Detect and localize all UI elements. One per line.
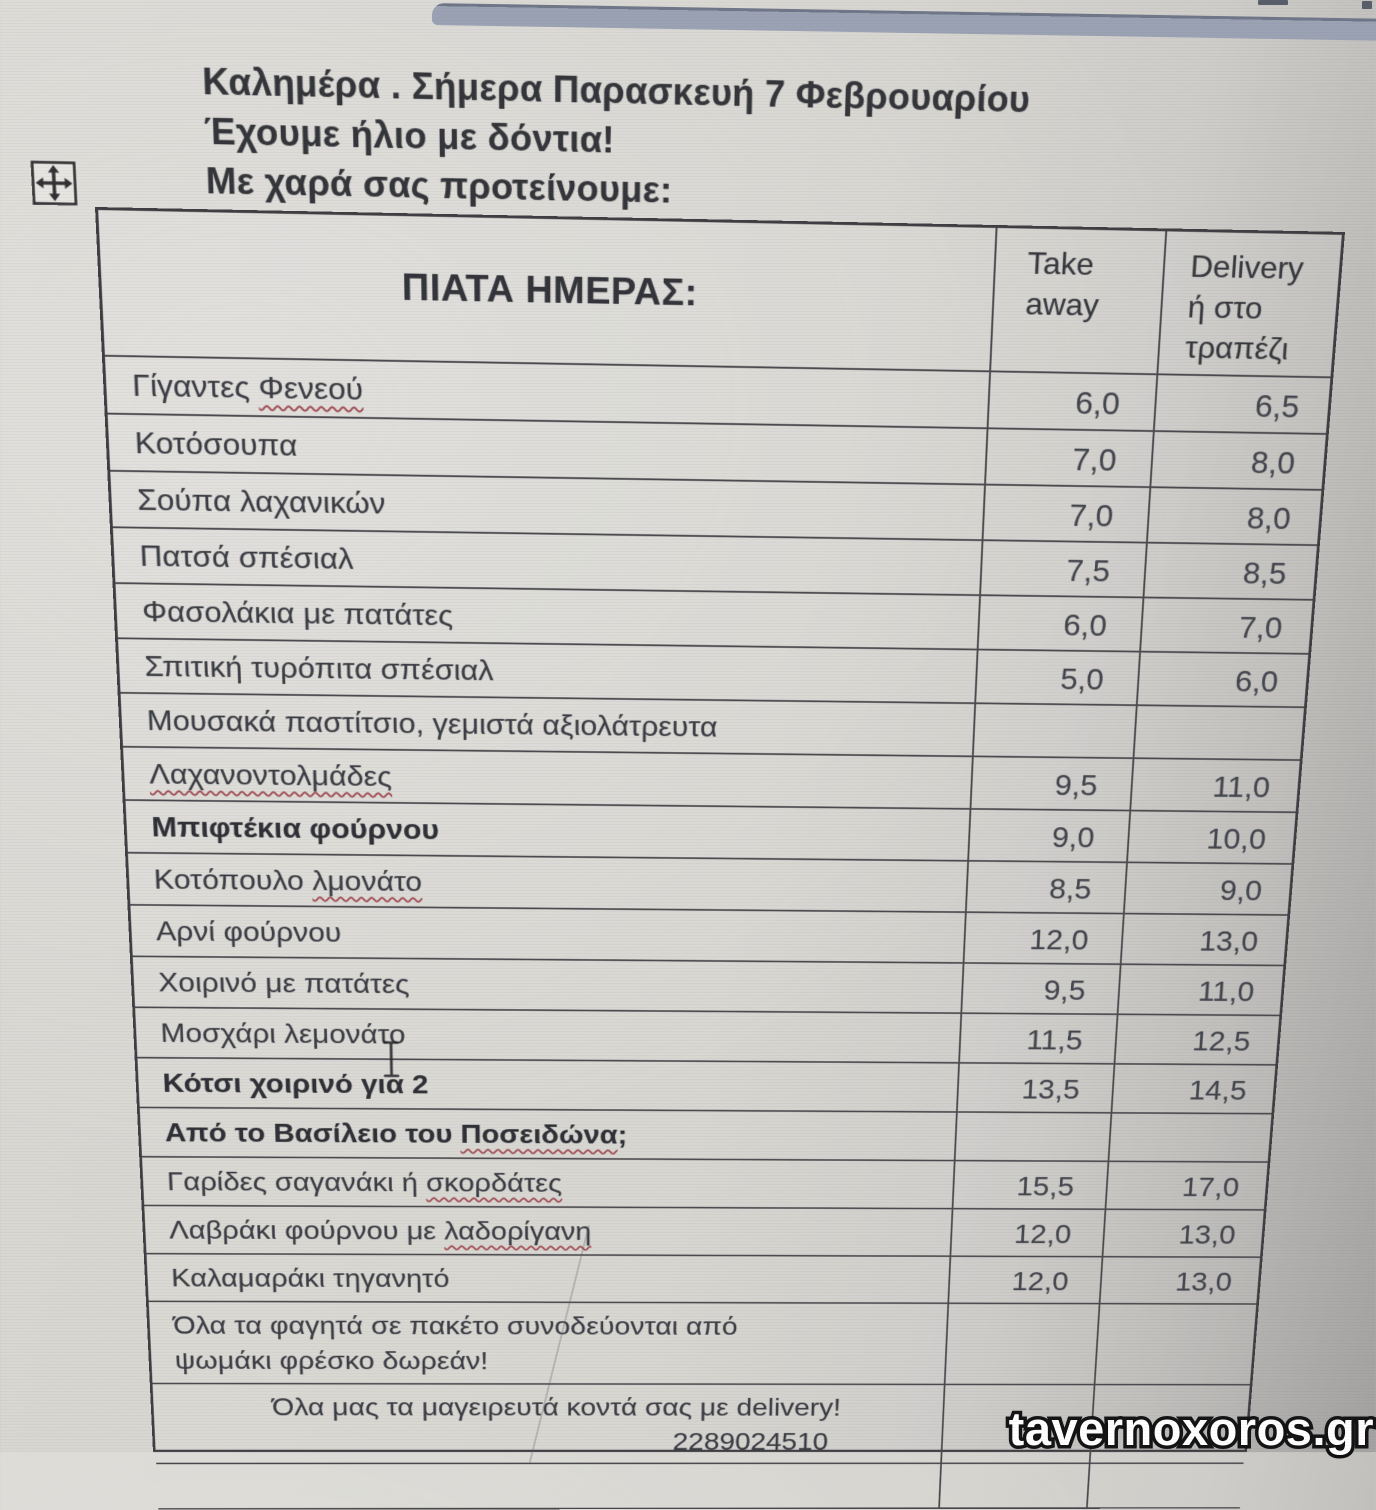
takeaway-price-cell[interactable]: 7,5 — [979, 541, 1146, 596]
table-body — [105, 356, 1330, 1510]
window-control-dash-icon — [1258, 0, 1288, 5]
dish-name-line: Σπιτική τυρόπιτα σπέσιαλ — [144, 646, 967, 697]
delivery-price-cell[interactable] — [1133, 706, 1304, 759]
table-row[interactable] — [135, 1008, 1279, 1066]
delivery-price-cell[interactable]: 14,5 — [1111, 1064, 1276, 1112]
delivery-price-cell[interactable]: 12,5 — [1114, 1015, 1280, 1064]
delivery-price-cell[interactable] — [1108, 1113, 1272, 1161]
dish-name-line: Από το Βασίλειο του Ποσειδώνα; — [164, 1114, 947, 1155]
takeaway-price-cell[interactable] — [972, 704, 1136, 757]
delivery-price-cell[interactable]: 6,0 — [1136, 652, 1308, 706]
dish-name-cell[interactable] — [118, 639, 977, 702]
takeaway-price-cell[interactable]: 12,0 — [963, 913, 1123, 963]
dish-name-line: Κοτόσουπα — [134, 421, 977, 478]
misspelled-word: Ποσειδώνα — [460, 1119, 617, 1149]
delivery-price-cell[interactable]: 13,0 — [1120, 914, 1288, 964]
delivery-price-cell[interactable]: 13,0 — [1099, 1257, 1260, 1303]
dish-name-line: 2289024510 — [178, 1424, 934, 1459]
takeaway-price-cell[interactable]: 9,5 — [970, 757, 1133, 809]
greeting-line: Έχουμε ήλιο με δόντια! — [203, 107, 1212, 178]
dish-name-cell[interactable] — [128, 853, 967, 911]
dish-name-cell[interactable] — [115, 584, 979, 649]
misspelled-word: λμονάτο — [312, 865, 423, 897]
dish-name-cell[interactable] — [121, 693, 975, 755]
dish-name-cell[interactable] — [147, 1254, 950, 1302]
screen-top-band — [432, 3, 1376, 41]
misspelled-word: Φενεού — [258, 370, 364, 406]
delivery-price-cell[interactable]: 6,5 — [1153, 375, 1330, 433]
dish-name-cell[interactable] — [156, 1464, 940, 1508]
takeaway-price-cell[interactable]: 8,5 — [965, 861, 1126, 912]
watermark: tavernoxoros.gr — [1009, 1401, 1374, 1456]
dish-name-cell[interactable] — [130, 905, 965, 961]
dish-name-cell[interactable] — [123, 747, 972, 807]
delivery-price-cell[interactable]: 8,0 — [1149, 432, 1325, 489]
table-row[interactable] — [133, 957, 1284, 1016]
takeaway-price-cell[interactable] — [954, 1113, 1111, 1161]
misspelled-word: σκορδάτες — [426, 1168, 562, 1198]
table-row[interactable] — [147, 1254, 1260, 1304]
delivery-price-cell[interactable]: 7,0 — [1139, 598, 1312, 653]
dish-name-line: Όλα τα φαγητά σε πακέτο συνοδεύονται από — [172, 1307, 938, 1344]
delivery-price-cell[interactable]: 13,0 — [1102, 1210, 1264, 1256]
dish-name-line: Κοτόπουλο λμονάτο — [153, 860, 958, 907]
dish-name-line: Αρνί φούρνου — [155, 912, 955, 957]
delivery-header-cell[interactable]: Delivery ή στο τραπέζι — [1156, 231, 1341, 376]
takeaway-price-cell[interactable]: 7,0 — [984, 429, 1153, 486]
dish-name-line: Πατσά σπέσιαλ — [139, 535, 972, 589]
table-row[interactable] — [149, 1302, 1257, 1385]
dish-name-line: Μπιφτέκια φούρνου — [151, 807, 960, 855]
menu-table — [95, 207, 1345, 1452]
takeaway-price-cell[interactable] — [938, 1464, 1089, 1507]
dish-name-line — [148, 754, 962, 803]
takeaway-price-cell[interactable]: 6,0 — [987, 372, 1157, 430]
takeaway-price-cell[interactable] — [944, 1304, 1099, 1384]
delivery-price-cell[interactable]: 11,0 — [1129, 759, 1299, 811]
greeting-line: Με χαρά σας προτείνουμε: — [205, 157, 1209, 226]
dish-name-line: Μοσχάρι λεμονάτο — [160, 1014, 951, 1057]
window-control-dash-icon — [1362, 1, 1372, 9]
table-row[interactable] — [142, 1157, 1268, 1210]
dish-name-line: Φασολάκια με πατάτες — [141, 591, 969, 644]
dish-name-line: Χοιρινό με πατάτες — [157, 963, 953, 1007]
delivery-price-cell[interactable]: 10,0 — [1126, 811, 1295, 863]
takeaway-price-cell[interactable]: 15,5 — [952, 1161, 1108, 1208]
delivery-price-cell[interactable]: 11,0 — [1117, 965, 1284, 1015]
dish-name-cell[interactable] — [135, 1008, 960, 1062]
dish-name-line: Όλα μας τα μαγειρευτά κοντά σας με delivery! — [176, 1389, 935, 1424]
table-row[interactable] — [140, 1108, 1272, 1163]
table-row[interactable] — [156, 1464, 1243, 1510]
takeaway-price-cell[interactable]: 11,5 — [958, 1014, 1116, 1063]
dish-name-cell[interactable] — [140, 1108, 956, 1159]
dish-name-line: Λαβράκι φούρνου με λαδορίγανη — [168, 1212, 942, 1251]
takeaway-price-cell[interactable]: 7,0 — [982, 485, 1150, 541]
dish-name-cell[interactable] — [126, 801, 970, 860]
table-row[interactable] — [137, 1058, 1275, 1114]
greeting-text[interactable] — [202, 57, 1216, 226]
takeaway-price-cell[interactable]: 5,0 — [974, 650, 1139, 704]
dish-name-line: ψωμάκι φρέσκο δωρεάν! — [174, 1343, 937, 1379]
takeaway-price-cell[interactable]: 6,0 — [977, 596, 1143, 651]
greeting-line: Καλημέρα . Σήμερα Παρασκευή 7 Φεβρουαρίου — [202, 57, 1216, 129]
misspelled-word: λαδορίγανη — [444, 1216, 591, 1245]
dish-name-line: Καλαμαράκι τηγανητό — [170, 1260, 940, 1298]
word-document — [95, 207, 1345, 1452]
delivery-price-cell[interactable]: 8,5 — [1143, 543, 1317, 598]
delivery-price-cell[interactable]: 17,0 — [1105, 1162, 1268, 1209]
takeaway-price-cell[interactable]: 13,5 — [956, 1063, 1114, 1111]
dish-name-line: Γαρίδες σαγανάκι ή σκορδάτες — [166, 1163, 944, 1203]
delivery-price-cell[interactable] — [1086, 1464, 1243, 1507]
delivery-price-cell[interactable]: 9,0 — [1123, 863, 1291, 914]
table-header-row — [98, 210, 1342, 378]
takeaway-price-cell[interactable]: 9,0 — [967, 809, 1129, 861]
dish-name-line: Μουσακά παστίτσιο, γεμιστά αξιολάτρευτα — [146, 700, 965, 750]
dish-name-cell[interactable] — [133, 957, 963, 1012]
table-row[interactable] — [144, 1206, 1263, 1258]
takeaway-price-cell[interactable]: 12,0 — [950, 1209, 1105, 1255]
dish-name-line: Γίγαντες Φενεού — [131, 364, 979, 422]
dish-name-cell[interactable] — [144, 1206, 951, 1255]
delivery-price-cell[interactable] — [1094, 1304, 1256, 1383]
dish-name-line: Κότσι χοιρινό για 2 — [162, 1064, 949, 1106]
delivery-price-cell[interactable]: 8,0 — [1146, 488, 1321, 544]
takeaway-price-cell[interactable]: 9,5 — [960, 964, 1119, 1014]
dish-name-line: Σούπα λαχανικών — [136, 478, 974, 533]
dish-name-cell[interactable] — [149, 1302, 948, 1383]
takeaway-price-cell[interactable]: 12,0 — [947, 1257, 1101, 1303]
misspelled-word: Λαχανοντολμάδες — [149, 757, 393, 792]
dish-name-cell[interactable] — [137, 1058, 958, 1111]
dish-name-cell[interactable] — [142, 1157, 954, 1207]
menu-title-cell[interactable]: ΠΙΑΤΑ ΗΜΕΡΑΣ: — [98, 210, 995, 370]
table-move-handle-icon[interactable] — [30, 161, 77, 206]
takeaway-header-cell[interactable]: Take away — [989, 228, 1165, 373]
i-beam-cursor-icon — [380, 1040, 403, 1078]
table-row[interactable] — [130, 905, 1287, 966]
dish-name-cell[interactable] — [153, 1384, 944, 1463]
